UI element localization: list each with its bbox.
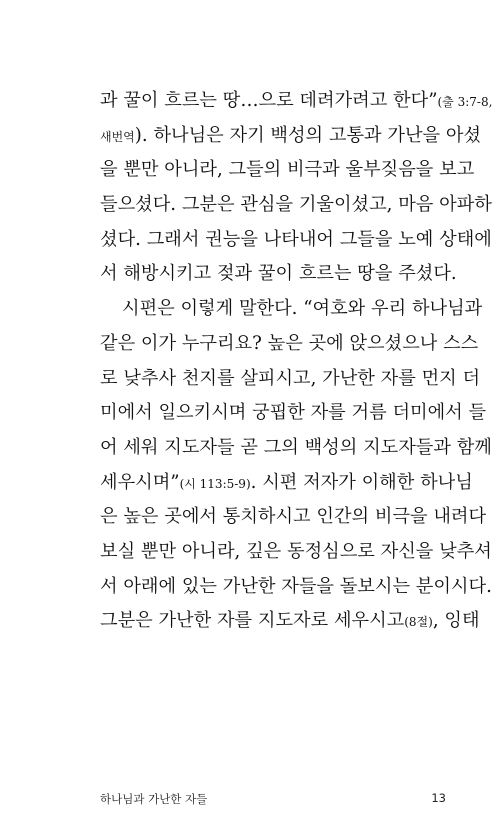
running-title: 하나님과 가난한 자들 [100, 792, 208, 806]
text-line [100, 292, 483, 327]
text-line [100, 362, 481, 397]
citation-text: (시 113:5-9) [179, 476, 251, 491]
body-text-segment: 들으셨다. 그분은 관심을 기울이셨고, 마음 아파하 [100, 194, 492, 216]
citation-text: (8절) [404, 615, 433, 630]
body-text-segment: 어 세워 지도자들 곧 그의 백성의 지도자들과 함께 [100, 436, 492, 458]
text-line [100, 257, 457, 292]
text-line [100, 119, 482, 154]
text-line [100, 327, 479, 362]
text-line [100, 535, 492, 570]
body-text-segment: 을 뿐만 아니라, 그들의 비극과 울부짖음을 보고 [100, 159, 475, 181]
citation-text: (출 3:7-8, [437, 95, 493, 109]
page-number: 13 [431, 791, 446, 805]
citation-text: 새번역 [100, 129, 135, 144]
text-line [100, 570, 492, 605]
body-text-segment: 미에서 일으키시며 궁핍한 자를 거름 더미에서 들 [100, 402, 487, 424]
body-text-segment: 셨다. 그래서 권능을 나타내어 그들을 노예 상태에 [100, 228, 492, 250]
body-text-segment: 그분은 가난한 자를 지도자로 세우시고 [100, 610, 405, 632]
text-line [100, 604, 480, 639]
text-line [100, 466, 473, 501]
body-text-segment: 은 높은 곳에서 통치하시고 인간의 비극을 내려다 [100, 506, 487, 528]
body-text-segment: 시편은 이렇게 말한다. “여호와 우리 하나님과 [122, 298, 483, 320]
body-text-segment: 서 아래에 있는 가난한 자들을 돌보시는 분이시다. [100, 575, 492, 597]
body-text [100, 84, 493, 639]
text-line [100, 153, 475, 188]
body-text-segment: 로 낮추사 천지를 살피시고, 가난한 자를 먼지 더 [100, 367, 481, 389]
body-text-segment: 세우시며” [100, 471, 180, 493]
body-text-segment: 보실 뿐만 아니라, 깊은 동정심으로 자신을 낮추셔 [100, 540, 492, 562]
text-line [100, 500, 487, 535]
body-text-segment: 같은 이가 누구리요? 높은 곳에 앉으셨으나 스스 [100, 332, 479, 354]
text-line [100, 223, 492, 258]
body-text-segment: ). 하나님은 자기 백성의 고통과 가난을 아셨 [134, 124, 482, 146]
body-text-segment: . 시편 저자가 이해한 하나님 [250, 471, 473, 493]
body-text-segment: 서 해방시키고 젖과 꿀이 흐르는 땅을 주셨다. [100, 263, 457, 285]
text-line [100, 188, 492, 223]
text-line [100, 431, 492, 466]
page-footer [100, 791, 446, 811]
body-text-segment: 과 꿀이 흐르는 땅…으로 데려가려고 한다” [100, 90, 438, 111]
body-text-segment: , 잉태 [432, 610, 480, 632]
text-line [100, 84, 493, 119]
text-line [100, 396, 487, 431]
